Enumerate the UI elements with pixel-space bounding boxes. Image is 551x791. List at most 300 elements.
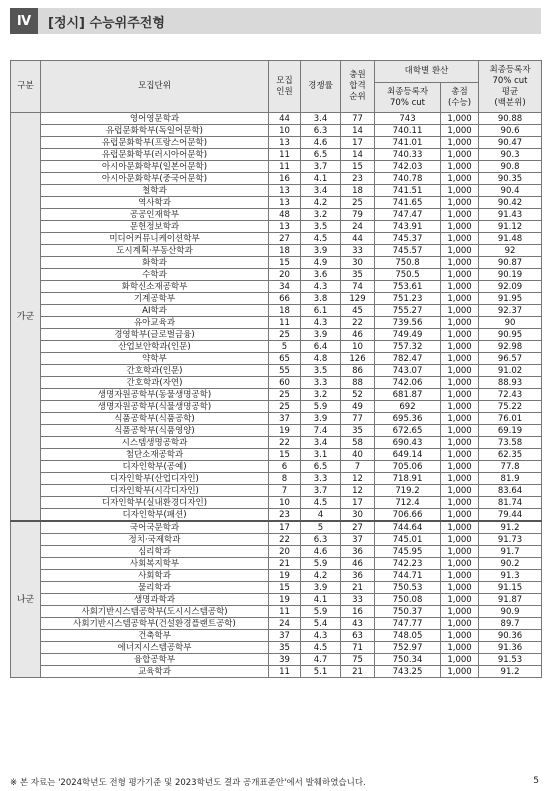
unit-name: 시스템생명공학과 bbox=[41, 437, 269, 449]
quota-cell: 18 bbox=[269, 305, 301, 317]
ratio-cell: 6.4 bbox=[301, 341, 341, 353]
percentile-cell: 91.48 bbox=[479, 233, 542, 245]
percentile-cell: 90.88 bbox=[479, 113, 542, 125]
score-cell: 744.64 bbox=[375, 521, 441, 534]
unit-name: 아시아문화학부(중국어문학) bbox=[41, 173, 269, 185]
score-cell: 695.36 bbox=[375, 413, 441, 425]
ratio-cell: 4.3 bbox=[301, 317, 341, 329]
score-cell: 744.71 bbox=[375, 570, 441, 582]
rank-cell: 30 bbox=[341, 257, 375, 269]
header-pct-2: 70% cut bbox=[492, 75, 528, 86]
table-row bbox=[11, 233, 542, 245]
total-cell: 1,000 bbox=[441, 449, 479, 461]
rank-cell: 77 bbox=[341, 413, 375, 425]
footnote: ※ 본 자료는 '2024학년도 전형 평가기준 및 2023학년도 결과 공개표준안'에서 발췌하였습니다. bbox=[10, 778, 366, 788]
percentile-cell: 90.19 bbox=[479, 269, 542, 281]
table-row bbox=[11, 425, 542, 437]
total-cell: 1,000 bbox=[441, 197, 479, 209]
ratio-cell: 4.5 bbox=[301, 642, 341, 654]
score-cell: 750.8 bbox=[375, 257, 441, 269]
total-cell: 1,000 bbox=[441, 521, 479, 534]
rank-cell: 77 bbox=[341, 113, 375, 125]
total-cell: 1,000 bbox=[441, 497, 479, 509]
table-row bbox=[11, 666, 542, 678]
table-row bbox=[11, 558, 542, 570]
total-cell: 1,000 bbox=[441, 558, 479, 570]
ratio-cell: 6.5 bbox=[301, 461, 341, 473]
rank-cell: 25 bbox=[341, 197, 375, 209]
quota-cell: 21 bbox=[269, 558, 301, 570]
total-cell: 1,000 bbox=[441, 473, 479, 485]
quota-cell: 11 bbox=[269, 606, 301, 618]
unit-name: 식품공학부(식품영양) bbox=[41, 425, 269, 437]
ratio-cell: 4.7 bbox=[301, 654, 341, 666]
quota-cell: 60 bbox=[269, 377, 301, 389]
table-row bbox=[11, 173, 542, 185]
quota-cell: 39 bbox=[269, 654, 301, 666]
quota-cell: 19 bbox=[269, 594, 301, 606]
total-cell: 1,000 bbox=[441, 317, 479, 329]
header-conv-final-1: 최종등록자 bbox=[386, 86, 429, 97]
quota-cell: 44 bbox=[269, 113, 301, 125]
unit-name: 첨단소재공학과 bbox=[41, 449, 269, 461]
percentile-cell: 72.43 bbox=[479, 389, 542, 401]
header-conversion: 대학별 환산 bbox=[375, 61, 479, 83]
score-cell: 649.14 bbox=[375, 449, 441, 461]
total-cell: 1,000 bbox=[441, 582, 479, 594]
percentile-cell: 91.36 bbox=[479, 642, 542, 654]
score-cell: 757.32 bbox=[375, 341, 441, 353]
quota-cell: 37 bbox=[269, 630, 301, 642]
unit-name: 약학부 bbox=[41, 353, 269, 365]
quota-cell: 5 bbox=[269, 341, 301, 353]
score-cell: 743.25 bbox=[375, 666, 441, 678]
unit-name: 영어영문학과 bbox=[41, 113, 269, 125]
total-cell: 1,000 bbox=[441, 305, 479, 317]
percentile-cell: 91.53 bbox=[479, 654, 542, 666]
total-cell: 1,000 bbox=[441, 546, 479, 558]
ratio-cell: 5.1 bbox=[301, 666, 341, 678]
rank-cell: 21 bbox=[341, 582, 375, 594]
rank-cell: 27 bbox=[341, 521, 375, 534]
unit-name: 철학과 bbox=[41, 185, 269, 197]
total-cell: 1,000 bbox=[441, 209, 479, 221]
quota-cell: 8 bbox=[269, 473, 301, 485]
table-row bbox=[11, 257, 542, 269]
rank-cell: 79 bbox=[341, 209, 375, 221]
quota-cell: 20 bbox=[269, 269, 301, 281]
ratio-cell: 7.4 bbox=[301, 425, 341, 437]
header-pct-4: (백분위) bbox=[494, 97, 526, 108]
table-row bbox=[11, 341, 542, 353]
score-cell: 742.23 bbox=[375, 558, 441, 570]
table-row bbox=[11, 594, 542, 606]
rank-cell: 21 bbox=[341, 666, 375, 678]
unit-name: AI학과 bbox=[41, 305, 269, 317]
rank-cell: 35 bbox=[341, 269, 375, 281]
ratio-cell: 5.9 bbox=[301, 606, 341, 618]
table-row bbox=[11, 473, 542, 485]
rank-cell: 52 bbox=[341, 389, 375, 401]
ratio-cell: 3.9 bbox=[301, 329, 341, 341]
quota-cell: 16 bbox=[269, 173, 301, 185]
unit-name: 디자인학부(산업디자인) bbox=[41, 473, 269, 485]
percentile-cell: 73.58 bbox=[479, 437, 542, 449]
unit-name: 역사학과 bbox=[41, 197, 269, 209]
unit-name: 문헌정보학과 bbox=[41, 221, 269, 233]
percentile-cell: 91.12 bbox=[479, 221, 542, 233]
percentile-cell: 92.09 bbox=[479, 281, 542, 293]
ratio-cell: 3.3 bbox=[301, 473, 341, 485]
percentile-cell: 91.87 bbox=[479, 594, 542, 606]
quota-cell: 10 bbox=[269, 497, 301, 509]
score-cell: 743 bbox=[375, 113, 441, 125]
page-number: 5 bbox=[533, 776, 539, 786]
ratio-cell: 5.4 bbox=[301, 618, 341, 630]
total-cell: 1,000 bbox=[441, 654, 479, 666]
ratio-cell: 4.3 bbox=[301, 630, 341, 642]
score-cell: 690.43 bbox=[375, 437, 441, 449]
quota-cell: 24 bbox=[269, 618, 301, 630]
unit-name: 화학과 bbox=[41, 257, 269, 269]
ratio-cell: 4.9 bbox=[301, 257, 341, 269]
header-rank bbox=[341, 61, 375, 113]
unit-name: 사회기반시스템공학부(건설환경플랜트공학) bbox=[41, 618, 269, 630]
ratio-cell: 5 bbox=[301, 521, 341, 534]
quota-cell: 19 bbox=[269, 425, 301, 437]
quota-cell: 15 bbox=[269, 582, 301, 594]
total-cell: 1,000 bbox=[441, 666, 479, 678]
header-quota-text: 모집 인원 bbox=[276, 75, 293, 97]
percentile-cell: 96.57 bbox=[479, 353, 542, 365]
rank-cell: 71 bbox=[341, 642, 375, 654]
score-cell: 742.06 bbox=[375, 377, 441, 389]
unit-name: 미디어커뮤니케이션학부 bbox=[41, 233, 269, 245]
quota-cell: 18 bbox=[269, 245, 301, 257]
rank-cell: 40 bbox=[341, 449, 375, 461]
unit-name: 심리학과 bbox=[41, 546, 269, 558]
total-cell: 1,000 bbox=[441, 149, 479, 161]
score-cell: 740.33 bbox=[375, 149, 441, 161]
unit-name: 경영학부(글로벌금융) bbox=[41, 329, 269, 341]
rank-cell: 10 bbox=[341, 341, 375, 353]
rank-cell: 43 bbox=[341, 618, 375, 630]
score-cell: 748.05 bbox=[375, 630, 441, 642]
table-row bbox=[11, 485, 542, 497]
rank-cell: 37 bbox=[341, 534, 375, 546]
header-rank-mid: 합격 bbox=[349, 81, 366, 91]
ratio-cell: 3.2 bbox=[301, 389, 341, 401]
rank-cell: 49 bbox=[341, 401, 375, 413]
table-row bbox=[11, 353, 542, 365]
unit-name: 공공인재학부 bbox=[41, 209, 269, 221]
table-row bbox=[11, 546, 542, 558]
total-cell: 1,000 bbox=[441, 461, 479, 473]
percentile-cell: 89.7 bbox=[479, 618, 542, 630]
ratio-cell: 6.5 bbox=[301, 149, 341, 161]
table-row bbox=[11, 401, 542, 413]
rank-cell: 88 bbox=[341, 377, 375, 389]
percentile-cell: 91.3 bbox=[479, 570, 542, 582]
percentile-cell: 76.01 bbox=[479, 413, 542, 425]
score-cell: 745.01 bbox=[375, 534, 441, 546]
rank-cell: 22 bbox=[341, 317, 375, 329]
rank-cell: 23 bbox=[341, 173, 375, 185]
score-cell: 750.53 bbox=[375, 582, 441, 594]
table-row bbox=[11, 317, 542, 329]
score-cell: 681.87 bbox=[375, 389, 441, 401]
percentile-cell: 90.36 bbox=[479, 630, 542, 642]
score-cell: 741.01 bbox=[375, 137, 441, 149]
table-row bbox=[11, 185, 542, 197]
ratio-cell: 3.8 bbox=[301, 293, 341, 305]
quota-cell: 13 bbox=[269, 221, 301, 233]
total-cell: 1,000 bbox=[441, 233, 479, 245]
header-pct-1: 최종등록자 bbox=[489, 64, 531, 75]
rank-cell: 126 bbox=[341, 353, 375, 365]
unit-name: 유럽문화학부(러시아어문학) bbox=[41, 149, 269, 161]
total-cell: 1,000 bbox=[441, 570, 479, 582]
ratio-cell: 5.9 bbox=[301, 558, 341, 570]
percentile-cell: 92.98 bbox=[479, 341, 542, 353]
total-cell: 1,000 bbox=[441, 221, 479, 233]
quota-cell: 13 bbox=[269, 197, 301, 209]
ratio-cell: 3.9 bbox=[301, 582, 341, 594]
percentile-cell: 91.73 bbox=[479, 534, 542, 546]
quota-cell: 27 bbox=[269, 233, 301, 245]
unit-name: 디자인학부(실내환경디자인) bbox=[41, 497, 269, 509]
percentile-cell: 90.6 bbox=[479, 125, 542, 137]
table-row bbox=[11, 389, 542, 401]
ratio-cell: 4 bbox=[301, 509, 341, 522]
table-row bbox=[11, 377, 542, 389]
rank-cell: 30 bbox=[341, 509, 375, 522]
table-row bbox=[11, 221, 542, 233]
total-cell: 1,000 bbox=[441, 377, 479, 389]
unit-name: 생명자원공학부(동물생명공학) bbox=[41, 389, 269, 401]
table-row bbox=[11, 293, 542, 305]
ratio-cell: 4.2 bbox=[301, 570, 341, 582]
quota-cell: 25 bbox=[269, 329, 301, 341]
header-conv-final-2: 70% cut bbox=[390, 97, 425, 108]
table-row bbox=[11, 461, 542, 473]
rank-cell: 12 bbox=[341, 473, 375, 485]
rank-cell: 45 bbox=[341, 305, 375, 317]
rank-cell: 46 bbox=[341, 329, 375, 341]
ratio-cell: 3.4 bbox=[301, 113, 341, 125]
ratio-cell: 5.9 bbox=[301, 401, 341, 413]
quota-cell: 11 bbox=[269, 666, 301, 678]
table-row bbox=[11, 509, 542, 522]
score-cell: 747.77 bbox=[375, 618, 441, 630]
rank-cell: 75 bbox=[341, 654, 375, 666]
table-row bbox=[11, 654, 542, 666]
table-row bbox=[11, 329, 542, 341]
percentile-cell: 90.47 bbox=[479, 137, 542, 149]
score-cell: 782.47 bbox=[375, 353, 441, 365]
table-row bbox=[11, 570, 542, 582]
ratio-cell: 3.7 bbox=[301, 485, 341, 497]
percentile-cell: 91.2 bbox=[479, 666, 542, 678]
percentile-cell: 91.43 bbox=[479, 209, 542, 221]
rank-cell: 14 bbox=[341, 125, 375, 137]
score-cell: 740.11 bbox=[375, 125, 441, 137]
unit-name: 도시계획·부동산학과 bbox=[41, 245, 269, 257]
ratio-cell: 4.1 bbox=[301, 173, 341, 185]
table-row bbox=[11, 149, 542, 161]
table-row bbox=[11, 281, 542, 293]
unit-name: 유럽문화학부(프랑스어문학) bbox=[41, 137, 269, 149]
section-banner bbox=[10, 8, 541, 34]
ratio-cell: 3.4 bbox=[301, 437, 341, 449]
rank-cell: 15 bbox=[341, 161, 375, 173]
total-cell: 1,000 bbox=[441, 606, 479, 618]
table-body bbox=[11, 113, 542, 678]
score-cell: 739.56 bbox=[375, 317, 441, 329]
table-row bbox=[11, 582, 542, 594]
percentile-cell: 90.4 bbox=[479, 185, 542, 197]
table-row bbox=[11, 161, 542, 173]
percentile-cell: 88.93 bbox=[479, 377, 542, 389]
total-cell: 1,000 bbox=[441, 425, 479, 437]
ratio-cell: 3.9 bbox=[301, 245, 341, 257]
score-cell: 712.4 bbox=[375, 497, 441, 509]
rank-cell: 129 bbox=[341, 293, 375, 305]
table-row bbox=[11, 449, 542, 461]
ratio-cell: 3.5 bbox=[301, 221, 341, 233]
quota-cell: 55 bbox=[269, 365, 301, 377]
ratio-cell: 4.3 bbox=[301, 281, 341, 293]
percentile-cell: 90.8 bbox=[479, 161, 542, 173]
score-cell: 672.65 bbox=[375, 425, 441, 437]
percentile-cell: 75.22 bbox=[479, 401, 542, 413]
unit-name: 정치·국제학과 bbox=[41, 534, 269, 546]
header-rank-top: 충원 bbox=[349, 70, 366, 80]
score-cell: 750.5 bbox=[375, 269, 441, 281]
score-cell: 750.37 bbox=[375, 606, 441, 618]
unit-name: 화학신소재공학부 bbox=[41, 281, 269, 293]
quota-cell: 48 bbox=[269, 209, 301, 221]
table-row bbox=[11, 534, 542, 546]
total-cell: 1,000 bbox=[441, 341, 479, 353]
header-unit: 모집단위 bbox=[41, 61, 269, 113]
header-conv-total-1: 총점 bbox=[451, 86, 468, 97]
table-row bbox=[11, 630, 542, 642]
quota-cell: 34 bbox=[269, 281, 301, 293]
header-group: 구분 bbox=[11, 61, 41, 113]
unit-name: 식품공학부(식품공학) bbox=[41, 413, 269, 425]
header-pct-3: 평균 bbox=[501, 86, 519, 97]
percentile-cell: 90.35 bbox=[479, 173, 542, 185]
table-row bbox=[11, 209, 542, 221]
rank-cell: 14 bbox=[341, 149, 375, 161]
group-label: 가군 bbox=[11, 113, 41, 522]
quota-cell: 25 bbox=[269, 389, 301, 401]
header-quota bbox=[269, 61, 301, 113]
table-row bbox=[11, 413, 542, 425]
ratio-cell: 3.7 bbox=[301, 161, 341, 173]
score-cell: 706.66 bbox=[375, 509, 441, 522]
quota-cell: 66 bbox=[269, 293, 301, 305]
quota-cell: 7 bbox=[269, 485, 301, 497]
header-ratio: 경쟁률 bbox=[301, 61, 341, 113]
percentile-cell: 90.9 bbox=[479, 606, 542, 618]
ratio-cell: 6.1 bbox=[301, 305, 341, 317]
ratio-cell: 4.5 bbox=[301, 233, 341, 245]
total-cell: 1,000 bbox=[441, 485, 479, 497]
percentile-cell: 90 bbox=[479, 317, 542, 329]
percentile-cell: 90.42 bbox=[479, 197, 542, 209]
table-row bbox=[11, 521, 542, 534]
quota-cell: 19 bbox=[269, 570, 301, 582]
quota-cell: 11 bbox=[269, 317, 301, 329]
rank-cell: 17 bbox=[341, 497, 375, 509]
unit-name: 생명과학과 bbox=[41, 594, 269, 606]
total-cell: 1,000 bbox=[441, 257, 479, 269]
percentile-cell: 62.35 bbox=[479, 449, 542, 461]
unit-name: 수학과 bbox=[41, 269, 269, 281]
quota-cell: 65 bbox=[269, 353, 301, 365]
total-cell: 1,000 bbox=[441, 185, 479, 197]
ratio-cell: 3.1 bbox=[301, 449, 341, 461]
percentile-cell: 91.15 bbox=[479, 582, 542, 594]
unit-name: 유럽문화학부(독일어문학) bbox=[41, 125, 269, 137]
percentile-cell: 81.74 bbox=[479, 497, 542, 509]
total-cell: 1,000 bbox=[441, 125, 479, 137]
ratio-cell: 6.3 bbox=[301, 125, 341, 137]
unit-name: 국어국문학과 bbox=[41, 521, 269, 534]
table-row bbox=[11, 305, 542, 317]
score-cell: 755.27 bbox=[375, 305, 441, 317]
total-cell: 1,000 bbox=[441, 630, 479, 642]
total-cell: 1,000 bbox=[441, 173, 479, 185]
score-cell: 745.57 bbox=[375, 245, 441, 257]
total-cell: 1,000 bbox=[441, 353, 479, 365]
unit-name: 간호학과(자연) bbox=[41, 377, 269, 389]
unit-name: 에너지시스템공학부 bbox=[41, 642, 269, 654]
group-label: 나군 bbox=[11, 521, 41, 678]
ratio-cell: 4.8 bbox=[301, 353, 341, 365]
unit-name: 교육학과 bbox=[41, 666, 269, 678]
header-conv-total-2: (수능) bbox=[447, 97, 472, 108]
score-cell: 718.91 bbox=[375, 473, 441, 485]
unit-name: 사회기반시스템공학부(도시시스템공학) bbox=[41, 606, 269, 618]
rank-cell: 74 bbox=[341, 281, 375, 293]
quota-cell: 6 bbox=[269, 461, 301, 473]
unit-name: 융합공학부 bbox=[41, 654, 269, 666]
section-title: [정시] 수능위주전형 bbox=[48, 15, 165, 31]
total-cell: 1,000 bbox=[441, 594, 479, 606]
percentile-cell: 91.02 bbox=[479, 365, 542, 377]
unit-name: 디자인학부(패션) bbox=[41, 509, 269, 522]
percentile-cell: 81.9 bbox=[479, 473, 542, 485]
rank-cell: 33 bbox=[341, 245, 375, 257]
table-row bbox=[11, 137, 542, 149]
header-percentile bbox=[479, 61, 542, 113]
unit-name: 생명자원공학부(식물생명공학) bbox=[41, 401, 269, 413]
unit-name: 산업보안학과(인문) bbox=[41, 341, 269, 353]
total-cell: 1,000 bbox=[441, 245, 479, 257]
table-row bbox=[11, 618, 542, 630]
score-cell: 740.78 bbox=[375, 173, 441, 185]
quota-cell: 37 bbox=[269, 413, 301, 425]
quota-cell: 10 bbox=[269, 125, 301, 137]
percentile-cell: 77.8 bbox=[479, 461, 542, 473]
table-row bbox=[11, 245, 542, 257]
total-cell: 1,000 bbox=[441, 161, 479, 173]
percentile-cell: 90.3 bbox=[479, 149, 542, 161]
header-conv-total bbox=[441, 83, 479, 113]
